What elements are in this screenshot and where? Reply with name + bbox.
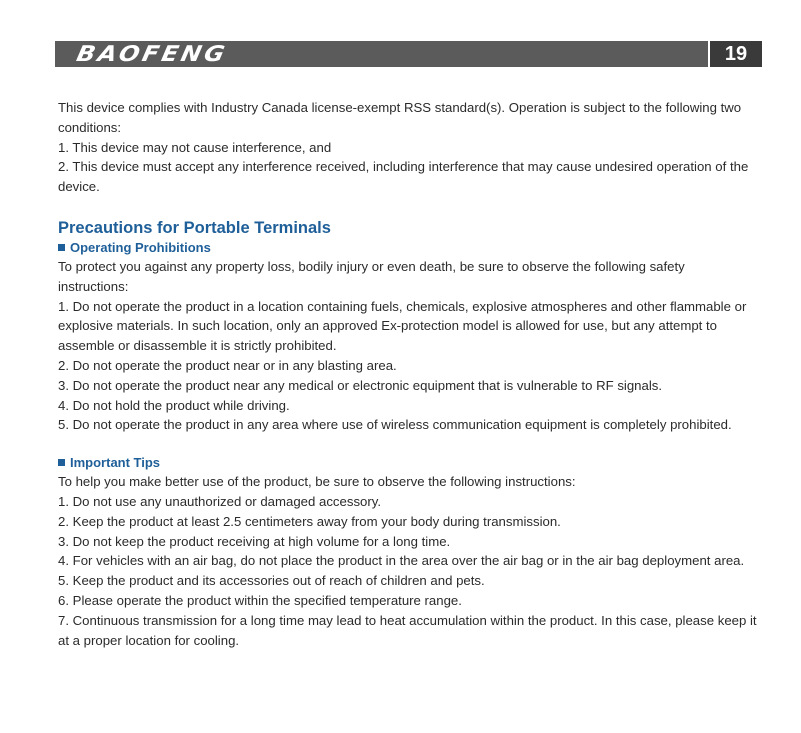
- prohibition-item: 5. Do not operate the product in any area where use of wireless communication equipment is completely prohibited.: [58, 417, 732, 433]
- square-bullet-icon: [58, 244, 65, 251]
- intro-text: This device complies with Industry Canada license-exempt RSS standard(s). Operation is subject to the following two conditions:: [58, 100, 742, 135]
- tip-item: 5. Keep the product and its accessories out of reach of children and pets.: [58, 573, 485, 589]
- intro-item: 2. This device must accept any interference received, including interference that may cause undesired operation of the device.: [58, 159, 749, 195]
- section-title: Precautions for Portable Terminals: [58, 218, 331, 237]
- tips-intro: To help you make better use of the product, be sure to observe the following instructions:: [58, 474, 576, 490]
- subsection-title-tips: Important Tips: [58, 454, 758, 472]
- tip-item: 4. For vehicles with an air bag, do not place the product in the area over the air bag or in the air bag deployment area.: [58, 553, 745, 569]
- intro-item: 1. This device may not cause interference, and: [58, 139, 332, 155]
- square-bullet-icon: [58, 459, 65, 466]
- prohibition-item: 2. Do not operate the product near or in any blasting area.: [58, 357, 397, 373]
- prohibition-item: 1. Do not operate the product in a location containing fuels, chemicals, explosive atmospheres and other flammable or explosive materials. In such location, only an approved Ex-protection model is allowed for use, but any attempt to assemble or disassemble it is strictly prohibited.: [58, 298, 747, 354]
- page-number: 19: [710, 41, 762, 67]
- prohibitions-intro: To protect you against any property loss, bodily injury or even death, be sure to observe the following safety instructions:: [58, 258, 685, 294]
- page-header: [55, 41, 762, 67]
- page-content: [58, 98, 758, 650]
- prohibition-item: 4. Do not hold the product while driving.: [58, 397, 290, 413]
- prohibition-item: 3. Do not operate the product near any medical or electronic equipment that is vulnerable to RF signals.: [58, 377, 663, 393]
- tip-item: 3. Do not keep the product receiving at high volume for a long time.: [58, 533, 451, 549]
- header-bar: [55, 41, 708, 67]
- tip-item: 7. Continuous transmission for a long time may lead to heat accumulation within the product. In this case, please keep it at a proper location for cooling.: [58, 612, 757, 648]
- brand-logo: BAOFENG: [74, 41, 230, 67]
- tip-item: 1. Do not use any unauthorized or damaged accessory.: [58, 493, 382, 509]
- subsection-title-prohibitions: Operating Prohibitions: [58, 239, 758, 257]
- tip-item: 2. Keep the product at least 2.5 centimeters away from your body during transmission.: [58, 513, 561, 529]
- tip-item: 6. Please operate the product within the specified temperature range.: [58, 592, 462, 608]
